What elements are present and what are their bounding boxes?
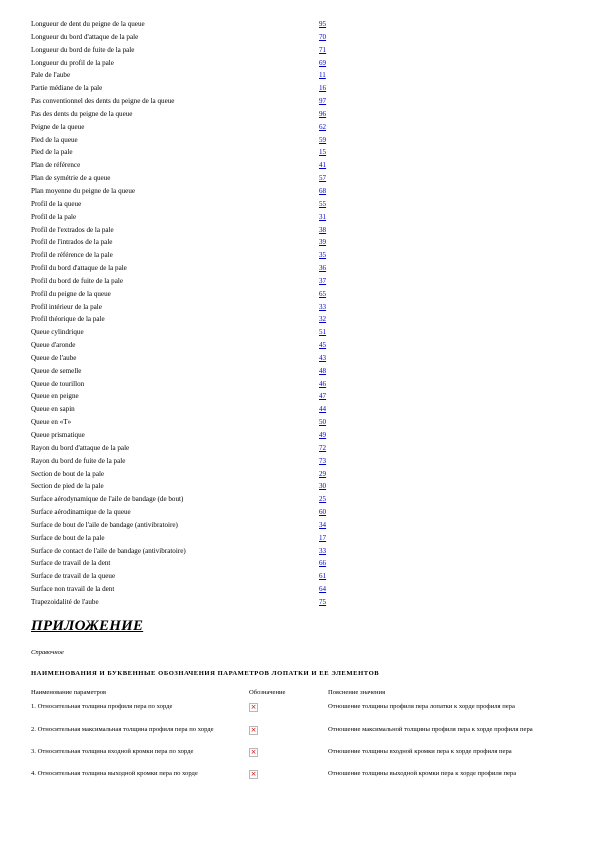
column-header-symbol: Обозначение [249, 689, 286, 696]
index-term: Longueur de dent du peigne de la queue [31, 20, 145, 28]
broken-image-icon: × [250, 770, 257, 778]
index-term: Partie médiane de la pale [31, 84, 103, 93]
index-page-link[interactable]: 30 [319, 482, 327, 491]
index-page-link[interactable]: 32 [319, 315, 327, 324]
index-term: Queue prismatique [31, 431, 85, 439]
index-term: Trapezoidalité de l'aube [31, 597, 99, 606]
index-entry [31, 185, 341, 198]
broken-image-icon: × [250, 726, 257, 734]
index-term: Queue en «T» [31, 418, 72, 427]
index-term: Surface aérodynamique de l'aile de bandage (de bout) [31, 495, 184, 504]
appendix-reference-note: Справочное [31, 649, 64, 656]
index-term: Surface de bout de l'aile de bandage (antivibratoire) [31, 520, 178, 529]
index-term: Profil de l'extrados de la pale [31, 225, 114, 234]
index-term: Rayon du bord de fuite de la pale [31, 456, 126, 465]
index-term: Pas des dents du peigne de la queue [31, 109, 133, 118]
index-term: Section de bout de la pale [31, 469, 105, 478]
index-page-link[interactable]: 46 [319, 379, 327, 388]
index-entry [31, 18, 341, 31]
index-entry [31, 108, 341, 121]
broken-image-icon: × [250, 748, 257, 756]
index-term: Profil intérieur de la pale [31, 302, 102, 311]
index-entry [31, 390, 341, 403]
index-entry [31, 545, 341, 558]
parameter-meaning: Отношение максимальной толщины профиля пера к хорде профиля пера [328, 726, 533, 733]
index-entry [31, 455, 341, 468]
broken-image-icon: × [250, 703, 257, 711]
index-page-link[interactable]: 51 [319, 328, 327, 337]
index-term: Queue cylindrique [31, 328, 84, 337]
index-term: Longueur du profil de la pale [31, 58, 114, 67]
index-page-link[interactable]: 59 [319, 135, 327, 144]
index-term: Surface de travail de la dent [31, 559, 111, 568]
index-entry [31, 416, 341, 429]
index-page-link[interactable]: 69 [319, 58, 327, 67]
index-term: Pied de la queue [31, 135, 78, 144]
index-entry [31, 121, 341, 134]
index-entry [31, 365, 341, 378]
index-entry [31, 313, 341, 326]
index-page-link[interactable]: 72 [319, 443, 327, 452]
index-entry [31, 378, 341, 391]
index-entry [31, 532, 341, 545]
index-page-link[interactable]: 95 [319, 20, 327, 28]
index-term: Peigne de la queue [31, 122, 85, 131]
index-term: Queue en sapin [31, 405, 75, 414]
parameter-meaning: Отношение толщины входной кромки пера к хорде профиля пера [328, 748, 512, 755]
index-page-link[interactable]: 48 [319, 366, 327, 375]
index-entry [31, 596, 341, 609]
index-page-link[interactable]: 36 [319, 264, 327, 273]
index-page-link[interactable]: 68 [319, 186, 327, 195]
index-entry [31, 326, 341, 339]
index-page-link[interactable]: 39 [319, 238, 327, 247]
index-page-link[interactable]: 17 [319, 533, 327, 542]
index-page-link[interactable]: 25 [319, 495, 327, 504]
index-term: Queue de semelle [31, 366, 82, 375]
index-term: Surface de contact de l'aile de bandage (antivibratoire) [31, 546, 186, 555]
index-entry [31, 236, 341, 249]
index-page-link[interactable]: 41 [319, 161, 327, 170]
index-page-link[interactable]: 11 [319, 71, 326, 80]
index-entry [31, 583, 341, 596]
index-page-link[interactable]: 33 [319, 302, 327, 311]
parameter-name: 3. Относительная толщина входной кромки пера по хорде [31, 748, 194, 755]
index-page-link[interactable]: 31 [319, 212, 327, 221]
index-page-link[interactable]: 47 [319, 392, 327, 401]
index-term: Surface aérodinamique de la queue [31, 508, 131, 517]
index-term: Pied de la pale [31, 148, 73, 157]
alphabetical-index [31, 18, 341, 609]
index-term: Profil du bord d'attaque de la pale [31, 264, 127, 273]
index-entry [31, 249, 341, 262]
parameter-meaning: Отношение толщины выходной кромки пера к хорде профиля пера [328, 770, 517, 777]
index-page-link[interactable]: 75 [319, 597, 327, 606]
index-page-link[interactable]: 70 [319, 32, 327, 41]
index-term: Queue d'aronde [31, 341, 76, 350]
index-entry [31, 224, 341, 237]
index-term: Profil théorique de la pale [31, 315, 105, 324]
index-term: Surface de bout de la pale [31, 533, 105, 542]
index-entry [31, 82, 341, 95]
index-entry [31, 570, 341, 583]
index-page-link[interactable]: 61 [319, 572, 327, 581]
index-page-link[interactable]: 73 [319, 456, 327, 465]
index-term: Profil du bord de fuite de la pale [31, 276, 123, 285]
index-entry [31, 134, 341, 147]
index-page-link[interactable]: 15 [319, 148, 327, 157]
column-header-meaning: Пояснение значения [328, 689, 386, 696]
index-page-link[interactable]: 45 [319, 341, 327, 350]
index-term: Pale de l'aube [31, 71, 71, 80]
index-term: Profil de référence de la pale [31, 251, 113, 260]
index-term: Plan de référence [31, 161, 81, 170]
index-page-link[interactable]: 96 [319, 109, 327, 118]
index-page-link[interactable]: 35 [319, 251, 327, 260]
index-page-link[interactable]: 62 [319, 122, 327, 131]
parameter-name: 4. Относительная толщина выходной кромки пера по хорде [31, 770, 198, 777]
index-page-link[interactable]: 55 [319, 199, 327, 208]
index-term: Queue de tourillon [31, 379, 85, 388]
index-entry [31, 211, 341, 224]
index-page-link[interactable]: 64 [319, 585, 327, 594]
index-entry [31, 403, 341, 416]
index-page-link[interactable]: 49 [319, 431, 327, 439]
index-term: Queue de l'aube [31, 353, 77, 362]
index-page-link[interactable]: 33 [319, 546, 327, 555]
appendix-heading: НАИМЕНОВАНИЯ И БУКВЕННЫЕ ОБОЗНАЧЕНИЯ ПАРАМЕТРОВ ЛОПАТКИ И ЕЕ ЭЛЕМЕНТОВ [31, 670, 380, 677]
index-entry [31, 172, 341, 185]
index-term: Surface de travail de la queue [31, 572, 116, 581]
index-page-link[interactable]: 43 [319, 353, 327, 362]
index-term: Plan moyenne du peigne de la queue [31, 186, 136, 195]
index-page-link[interactable]: 34 [319, 520, 327, 529]
index-page-link[interactable]: 29 [319, 469, 327, 478]
index-page-link[interactable]: 71 [319, 45, 327, 54]
index-entry [31, 468, 341, 481]
index-page-link[interactable]: 16 [319, 84, 327, 93]
index-page-link[interactable]: 57 [319, 174, 327, 183]
index-term: Longueur du bord d'attaque de la pale [31, 32, 139, 41]
index-entry [31, 31, 341, 44]
index-term: Pas conventionnel des dents du peigne de la queue [31, 97, 175, 106]
index-entry [31, 480, 341, 493]
parameter-meaning: Отношение толщины профиля пера лопатки к хорде профиля пера [328, 703, 515, 710]
index-entry [31, 352, 341, 365]
index-term: Rayon du bord d'attaque de la pale [31, 443, 130, 452]
index-entry [31, 557, 341, 570]
parameter-name: 1. Относительная толщина профиля пера по хорде [31, 703, 173, 710]
index-entry [31, 262, 341, 275]
index-entry [31, 519, 341, 532]
index-page-link[interactable]: 37 [319, 276, 327, 285]
parameter-name: 2. Относительная максимальная толщина профиля пера по хорде [31, 726, 214, 733]
appendix-title: ПРИЛОЖЕНИЕ [31, 618, 144, 634]
index-entry [31, 159, 341, 172]
index-term: Queue en peigne [31, 392, 79, 401]
index-entry [31, 44, 341, 57]
index-entry [31, 339, 341, 352]
index-page-link[interactable]: 44 [319, 405, 327, 414]
index-entry [31, 301, 341, 314]
index-term: Section de pied de la pale [31, 482, 104, 491]
index-entry [31, 146, 341, 159]
index-page-link[interactable]: 38 [319, 225, 327, 234]
index-entry [31, 288, 341, 301]
index-term: Profil de la pale [31, 212, 77, 221]
index-term: Plan de symétrie de a queue [31, 174, 111, 183]
index-term: Profil du peigne de la queue [31, 289, 111, 298]
index-term: Profil de la queue [31, 199, 82, 208]
index-entry [31, 506, 341, 519]
index-entry [31, 493, 341, 506]
index-entry [31, 95, 341, 108]
column-header-name: Наименование параметров [31, 689, 107, 696]
index-page-link[interactable]: 50 [319, 418, 327, 427]
index-entry [31, 275, 341, 288]
index-page-link[interactable]: 66 [319, 559, 327, 568]
index-term: Longueur du bord de fuite de la pale [31, 45, 135, 54]
index-term: Profil de l'intrados de la pale [31, 238, 113, 247]
index-entry [31, 69, 341, 82]
index-page-link[interactable]: 97 [319, 97, 327, 106]
index-entry [31, 198, 341, 211]
index-page-link[interactable]: 65 [319, 289, 327, 298]
index-entry [31, 442, 341, 455]
index-entry [31, 429, 341, 442]
index-entry [31, 57, 341, 70]
index-term: Surface non travail de la dent [31, 585, 115, 594]
index-page-link[interactable]: 60 [319, 508, 327, 517]
